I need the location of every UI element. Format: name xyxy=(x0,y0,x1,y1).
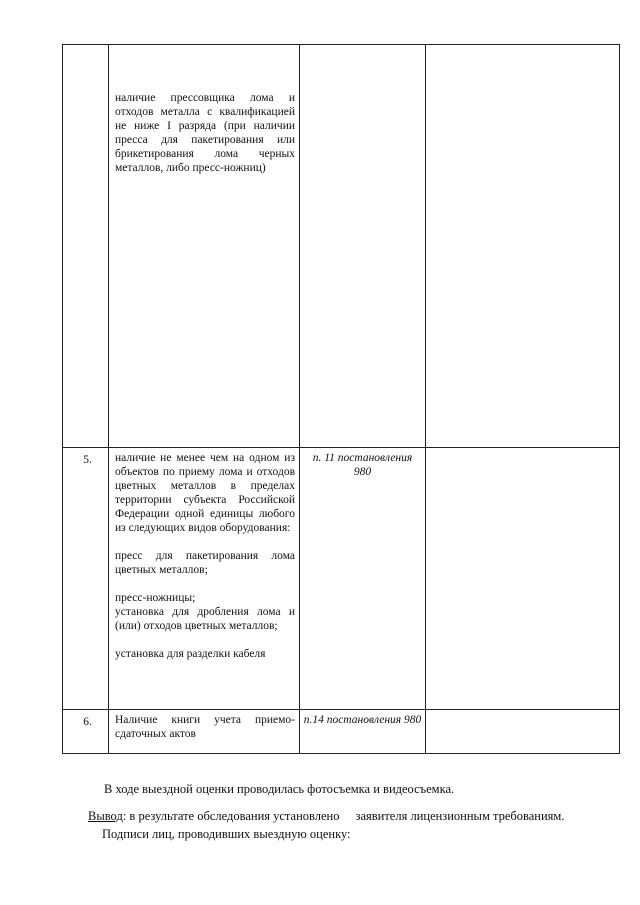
conclusion-label: Вывод xyxy=(88,809,123,823)
requirement-cell xyxy=(109,45,300,448)
table-row xyxy=(63,710,620,754)
table-row xyxy=(63,448,620,710)
requirement-text: наличие не менее чем на одном из объектов по приему лома и отходов цветных металлов в пределах территории субъекта Российской Федерации одной единицы любого из следующих видов оборудования: xyxy=(115,452,295,534)
signatures-line: Подписи лиц, проводивших выездную оценку: xyxy=(102,827,351,841)
row-number: 6. xyxy=(83,716,92,728)
table-row xyxy=(63,45,620,448)
reference-cell xyxy=(300,448,426,710)
requirements-table xyxy=(62,44,620,754)
requirement-text: пресс для пакетирования лома цветных металлов; xyxy=(115,550,295,576)
row-number: 5. xyxy=(83,454,92,466)
note-cell xyxy=(426,45,620,448)
requirement-cell xyxy=(109,448,300,710)
row-number-cell xyxy=(63,448,109,710)
requirement-cell xyxy=(109,710,300,754)
requirement-text: Наличие книги учета приемо-сдаточных актов xyxy=(115,714,295,740)
requirement-text: установка для дробления лома и (или) отходов цветных металлов; xyxy=(115,606,295,632)
reference-text: п. 11 постановления 980 xyxy=(312,452,413,478)
row-number xyxy=(63,45,108,50)
conclusion-tail: заявителя лицензионным требованиям. xyxy=(355,809,565,823)
requirement-text: установка для разделки кабеля xyxy=(115,648,266,660)
requirement-text: наличие прессовщика лома и отходов металла с квалификацией не ниже I разряда (при наличии пресса для пакетирования или брикетирования лома черных металлов, либо пресс-ножниц) xyxy=(115,92,295,174)
note-cell xyxy=(426,448,620,710)
reference-cell xyxy=(300,710,426,754)
reference-text: п.14 постановления 980 xyxy=(303,714,422,726)
requirement-text: пресс-ножницы; xyxy=(115,592,196,604)
conclusion-text: : в результате обследования установлено xyxy=(122,809,340,823)
photo-note: В ходе выездной оценки проводилась фотосъемка и видеосъемка. xyxy=(104,782,455,796)
reference-cell xyxy=(300,45,426,448)
reference-text xyxy=(300,45,425,48)
row-number-cell xyxy=(63,710,109,754)
note-cell xyxy=(426,710,620,754)
conclusion-line xyxy=(88,809,564,824)
row-number-cell xyxy=(63,45,109,448)
